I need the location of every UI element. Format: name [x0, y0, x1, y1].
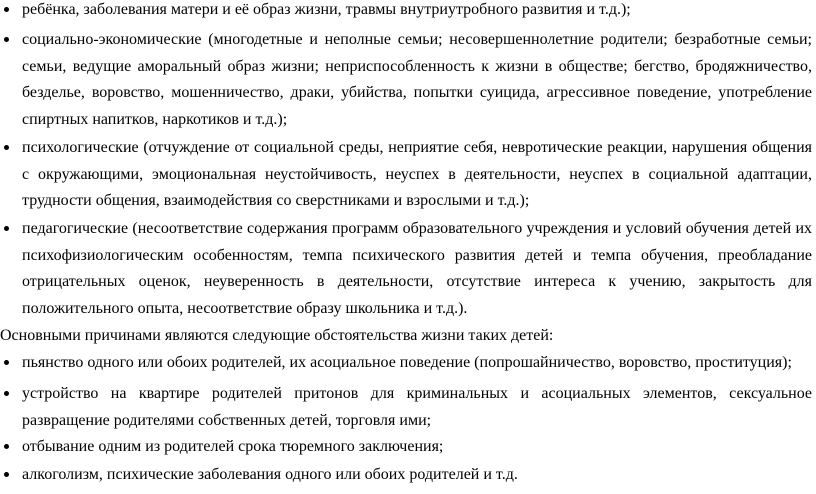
bullet-icon — [2, 216, 16, 242]
list-item-text: педагогические (несоответствие содержания программ образовательного учреждения и условий обучения детей их психофизиологическим особенностям, темпа психического развития детей и темпа обучения, преобладание отрицательных оценок, неуверенность в деятельности, отсутствие интереса к учению, закрытость для положительного опыта, несоответствие образу школьника и т.д.). — [22, 220, 812, 317]
intro-paragraph — [0, 323, 812, 350]
list-item — [22, 381, 812, 434]
list-item — [22, 216, 812, 322]
list-item-text: алкоголизм, психические заболевания одного или обоих родителей и т.д. — [22, 466, 518, 483]
list-item — [22, 0, 812, 24]
list-item-text: ребёнка, заболевания матери и её образ жизни, травмы внутриутробного развития и т.д.); — [22, 1, 631, 18]
list-item — [22, 350, 812, 377]
bullet-icon — [2, 350, 16, 376]
bullet-icon — [2, 462, 16, 488]
list-item — [22, 27, 812, 133]
paragraph-text: Основными причинами являются следующие обстоятельства жизни таких детей: — [0, 327, 554, 344]
bullet-icon — [2, 27, 16, 53]
list-item-text: социально-экономические (многодетные и неполные семьи; несовершеннолетние родители; безработные семьи; семьи, ведущие аморальный образ жизни; неприспособленность к жизни в обществе; бегство, бродяжничество, безделье, воровство, мошенничество, драки, убийства, попытки суицида, агрессивное поведение, употребление спиртных напитков, наркотиков и т.д.); — [22, 31, 812, 128]
list-item — [22, 462, 812, 489]
bullet-icon — [2, 434, 16, 460]
bullet-icon — [2, 135, 16, 161]
list-item — [22, 434, 812, 461]
bullet-icon — [2, 0, 16, 23]
bullet-icon — [2, 381, 16, 407]
list-item — [22, 135, 812, 215]
list-item-text: пьянство одного или обоих родителей, их асоциальное поведение (попрошайничество, воровство, проституция); — [22, 354, 792, 371]
list-item-text: отбывание одним из родителей срока тюремного заключения; — [22, 438, 444, 455]
list-item-text: устройство на квартире родителей притонов для криминальных и асоциальных элементов, сексуальное развращение родителями собственных детей, торговля ими; — [22, 385, 812, 429]
list-item-text: психологические (отчуждение от социальной среды, неприятие себя, невротические реакции, нарушения общения с окружающими, эмоциональная неустойчивость, неуспех в деятельности, неуспех в социальной адаптации, трудности общения, взаимодействия со сверстниками и взрослыми и т.д.); — [22, 139, 812, 209]
